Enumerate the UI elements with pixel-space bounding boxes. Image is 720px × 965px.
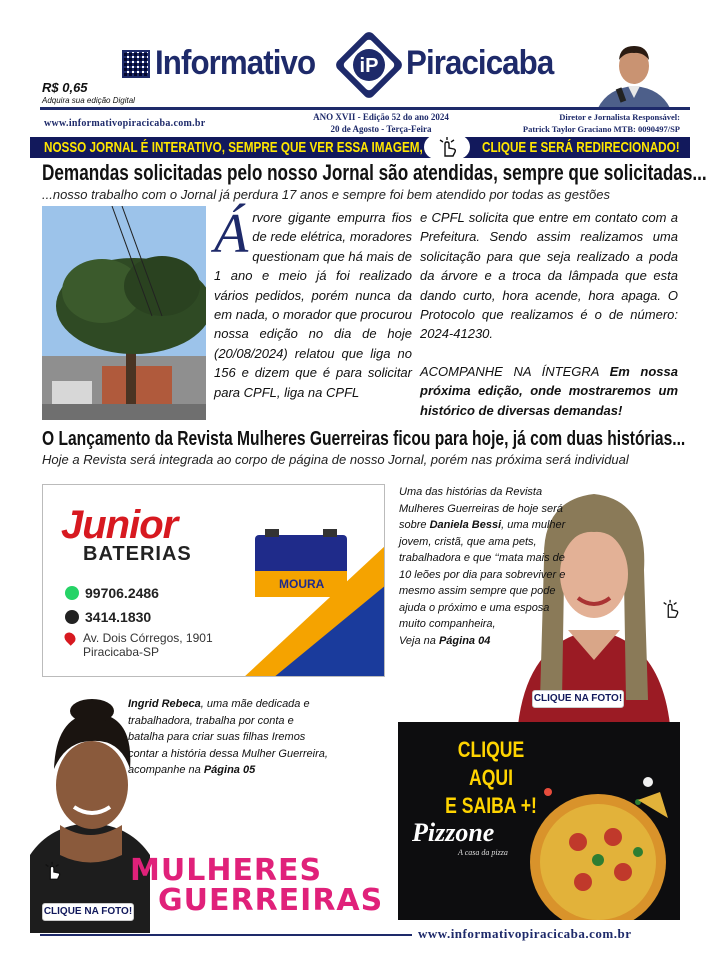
baterias-label: BATERIAS [83, 543, 192, 565]
digital-edition-note: Adquira sua edição Digital [42, 96, 135, 105]
pizza-cta[interactable] [439, 736, 543, 820]
moura-brand: MOURA [279, 577, 325, 591]
logo-text: iP [359, 55, 379, 77]
website-link-bottom[interactable]: www.informativopiracicaba.com.br [418, 926, 632, 941]
story2-page-link[interactable]: Página 05 [203, 764, 256, 776]
pointer-hand-icon [42, 860, 64, 882]
article-column-1 [214, 203, 412, 402]
story2-body: , uma mãe dedicada e trabalhadora, trabalha por conta e batalha para criar suas filhas Iremos contar a história dessa Mulher Guerreira, acompanhe na [128, 698, 328, 776]
story2-name: Ingrid Rebeca [128, 698, 201, 710]
article-text-col1: rvore gigante empurra fios de rede elétrica, moradores questionam que há mais de 1 ano e meio já foi realizado vários pedidos, porém nunca da em nada, o morador que procurou nossa edição no dia de hoje (20/08/2024) relatou que liga no 156 e dizem que é para solicitar para CPFL, liga na CPFL [214, 210, 412, 400]
click-photo-button-ingrid[interactable]: CLIQUE NA FOTO! [42, 903, 134, 921]
address-block [65, 631, 213, 659]
director-portrait [588, 36, 680, 108]
whatsapp-number: 99706.2486 [85, 585, 159, 601]
subheadline-revista: Hoje a Revista será integrada ao corpo de página de nosso Jornal, porém nas próxima será individual [42, 452, 629, 467]
junior-baterias-ad[interactable] [42, 484, 385, 677]
story-ingrid-text [128, 696, 328, 779]
pizza-cta-line1: CLIQUE AQUI [457, 737, 525, 790]
whatsapp-contact[interactable] [65, 585, 159, 601]
banner-text-left: NOSSO JORNAL É INTERATIVO, SEMPRE QUE VER ESSA IMAGEM, [44, 139, 423, 156]
address-street: Av. Dois Córregos, 1901 [83, 631, 213, 645]
phone-icon [65, 610, 79, 624]
follow-prefix: ACOMPANHE NA ÍNTEGRA [420, 363, 599, 379]
pointer-hand-icon [660, 598, 682, 620]
story1-body: , uma mulher jovem, cristã, que ama pets, trabalhadora e que ‘‘mata mais de 10 leões por dia para sobreviver e mesmo assim sempre que pode ajuda o próximo e uma esposa muito companheira, [399, 519, 566, 630]
pizza-cta-line2: E SAIBA +! [445, 793, 537, 818]
brand-name-right: Piracicaba [406, 44, 554, 82]
director-title: Diretor e Jornalista Responsável: [559, 112, 680, 122]
story1-name: Daniela Bessi [429, 519, 502, 531]
website-link-top[interactable]: www.informativopiracicaba.com.br [44, 118, 206, 129]
tree-photo[interactable] [42, 206, 206, 420]
address-city: Piracicaba-SP [83, 645, 160, 659]
revista-title-line1: MULHERES [130, 853, 323, 888]
qr-code-icon[interactable] [122, 50, 150, 78]
whatsapp-icon [65, 586, 79, 600]
phone-contact[interactable] [65, 609, 151, 625]
price-label: R$ 0,65 [42, 80, 88, 95]
pizzone-tagline: A casa da pizza [458, 848, 508, 857]
headline-revista: O Lançamento da Revista Mulheres Guerreiras ficou para hoje, já com duas histórias... [42, 428, 686, 450]
footer-divider [40, 934, 412, 936]
masthead-divider [40, 107, 690, 110]
click-photo-button-daniela[interactable]: CLIQUE NA FOTO! [532, 690, 624, 708]
follow-note [420, 362, 678, 420]
story1-page-link[interactable]: Página 04 [438, 634, 491, 647]
junior-brand: Junior [61, 503, 178, 547]
article-column-2 [420, 208, 678, 420]
story-daniela-text [399, 484, 569, 649]
brand-name-left: Informativo [155, 44, 316, 82]
follow-highlight: Em nossa próxima edição, onde mostraremos um histórico de diversas demandas! [420, 363, 678, 418]
edition-info [296, 111, 466, 135]
pointer-hand-icon [436, 136, 460, 158]
subheadline-demandas: ...nosso trabalho com o Jornal já perdura 17 anos e sempre foi bem atendido por todas as gestões [42, 187, 611, 202]
ip-logo-icon [330, 26, 408, 104]
location-pin-icon [62, 630, 78, 646]
director-name: Patrick Taylor Graciano MTB: 0090497/SP [522, 124, 680, 134]
drop-cap: Á [214, 203, 249, 265]
pizzone-brand: Pizzone [412, 818, 495, 847]
headline-demandas: Demandas solicitadas pelo nosso Jornal são atendidas, sempre que solicitadas... [42, 160, 707, 185]
edition-number: ANO XVII - Edição 52 do ano 2024 [313, 112, 449, 122]
story1-intro: Uma das histórias da Revista Mulheres Guerreiras de hoje será sobre [399, 486, 563, 531]
article-text-col2: e CPFL solicita que entre em contato com a Prefeitura. Sendo assim realizamos uma solicitação para que seja realizado a poda da árvore e a troca da lâmpada que esta dando curto, hora acende, hora apaga. O Protocolo que realizamos é o de número: 2024-41230. [420, 210, 678, 342]
story1-see-prefix: Veja na [399, 634, 436, 647]
director-info [470, 111, 680, 135]
banner-text-right: CLIQUE E SERÁ REDIRECIONADO! [482, 139, 680, 156]
edition-date: 20 de Agosto - Terça-Feira [330, 124, 432, 134]
phone-number: 3414.1830 [85, 609, 152, 625]
pizzone-ad[interactable] [398, 722, 680, 920]
revista-title-line2: GUERREIRAS [158, 883, 384, 918]
